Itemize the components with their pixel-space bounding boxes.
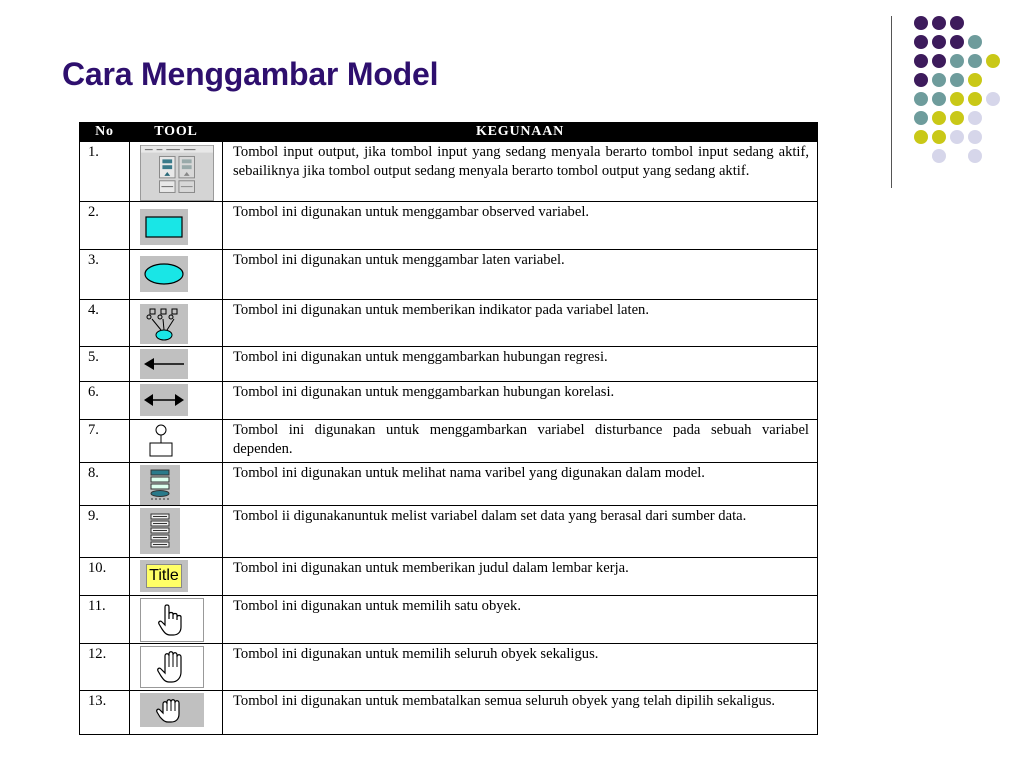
row-number: 3.	[80, 250, 130, 300]
header-no: No	[80, 123, 130, 142]
ellipse-icon[interactable]	[140, 256, 188, 292]
arrow-left-icon[interactable]	[140, 349, 188, 379]
row-number: 6.	[80, 382, 130, 420]
rectangle-icon[interactable]	[140, 209, 188, 245]
dot	[968, 149, 982, 163]
row-description: Tombol ini digunakan untuk menggambar observed variabel.	[223, 202, 818, 250]
table-header-row	[80, 123, 818, 142]
table-row	[80, 691, 818, 735]
table-row	[80, 382, 818, 420]
header-kegunaan: KEGUNAAN	[223, 123, 818, 142]
row-description: Tombol ini digunakan untuk menggambarkan variabel disturbance pada sebuah variabel dependen.	[223, 420, 818, 463]
tool-cell	[130, 382, 223, 420]
table-row	[80, 347, 818, 382]
row-number: 9.	[80, 506, 130, 558]
tool-cell	[130, 644, 223, 691]
dot	[950, 92, 964, 106]
input-output-toolbar-icon[interactable]	[140, 145, 214, 201]
indicator-icon[interactable]	[140, 304, 188, 344]
tool-cell	[130, 347, 223, 382]
dot	[932, 92, 946, 106]
header-tool: TOOL	[130, 123, 223, 142]
divider-line	[891, 16, 892, 188]
row-number: 5.	[80, 347, 130, 382]
row-description: Tombol ini digunakan untuk melihat nama varibel yang digunakan dalam model.	[223, 463, 818, 506]
dot	[950, 111, 964, 125]
row-number: 1.	[80, 142, 130, 202]
tool-cell	[130, 463, 223, 506]
tool-cell	[130, 506, 223, 558]
table-row	[80, 300, 818, 347]
dot	[914, 54, 928, 68]
variable-names-icon[interactable]	[140, 465, 180, 505]
hand-cancel-icon[interactable]	[140, 693, 204, 727]
row-number: 13.	[80, 691, 130, 735]
table-row	[80, 142, 818, 202]
tool-cell	[130, 142, 223, 202]
hand-open-icon[interactable]	[140, 646, 204, 688]
dot	[968, 54, 982, 68]
dot	[968, 73, 982, 87]
table-row	[80, 506, 818, 558]
dot	[950, 130, 964, 144]
row-number: 8.	[80, 463, 130, 506]
dot	[968, 111, 982, 125]
row-description: Tombol ini digunakan untuk menggambar laten variabel.	[223, 250, 818, 300]
hand-pointer-icon[interactable]	[140, 598, 204, 642]
row-description: Tombol ini digunakan untuk memberikan judul dalam lembar kerja.	[223, 558, 818, 596]
dot	[968, 92, 982, 106]
tool-cell	[130, 300, 223, 347]
table-row	[80, 463, 818, 506]
dot	[914, 35, 928, 49]
tool-cell	[130, 596, 223, 644]
dot	[950, 16, 964, 30]
row-number: 10.	[80, 558, 130, 596]
table-row	[80, 202, 818, 250]
row-description: Tombol ini digunakan untuk membatalkan semua seluruh obyek yang telah dipilih sekaligus.	[223, 691, 818, 735]
slide-title: Cara Menggambar Model	[62, 56, 439, 92]
dot	[914, 111, 928, 125]
table-row	[80, 644, 818, 691]
dot	[914, 73, 928, 87]
tool-table	[79, 122, 818, 735]
disturbance-icon	[140, 422, 188, 460]
row-description: Tombol ini digunakan untuk menggambarkan hubungan korelasi.	[223, 382, 818, 420]
row-number: 12.	[80, 644, 130, 691]
row-number: 7.	[80, 420, 130, 463]
table-row	[80, 558, 818, 596]
dot	[932, 111, 946, 125]
row-description: Tombol ini digunakan untuk memilih seluruh obyek sekaligus.	[223, 644, 818, 691]
dot	[932, 130, 946, 144]
dot	[968, 130, 982, 144]
tool-cell	[130, 202, 223, 250]
dot	[986, 54, 1000, 68]
table-row	[80, 596, 818, 644]
dot	[932, 54, 946, 68]
row-number: 4.	[80, 300, 130, 347]
tool-cell	[130, 250, 223, 300]
table-row	[80, 420, 818, 463]
dot	[932, 73, 946, 87]
row-description: Tombol ii digunakanuntuk melist variabel dalam set data yang berasal dari sumber data.	[223, 506, 818, 558]
row-description: Tombol input output, jika tombol input yang sedang menyala berarto tombol input sedang aktif, sebailiknya jika tombol output sedang menyala berarto tombol output yang sedang aktif.	[223, 142, 818, 202]
title-icon-label: Title	[146, 564, 182, 588]
dot	[950, 54, 964, 68]
tool-cell	[130, 691, 223, 735]
dot	[950, 35, 964, 49]
dot	[914, 16, 928, 30]
dot	[986, 92, 1000, 106]
row-description: Tombol ini digunakan untuk memilih satu obyek.	[223, 596, 818, 644]
tool-cell	[130, 420, 223, 463]
dot	[968, 35, 982, 49]
row-description: Tombol ini digunakan untuk memberikan indikator pada variabel laten.	[223, 300, 818, 347]
dot	[932, 35, 946, 49]
row-description: Tombol ini digunakan untuk menggambarkan hubungan regresi.	[223, 347, 818, 382]
tool-cell	[130, 558, 223, 596]
table-row	[80, 250, 818, 300]
dot	[932, 149, 946, 163]
arrow-both-icon[interactable]	[140, 384, 188, 416]
title-icon[interactable]	[140, 560, 188, 592]
dot	[914, 92, 928, 106]
dot	[932, 16, 946, 30]
row-number: 2.	[80, 202, 130, 250]
dot	[950, 73, 964, 87]
dot	[914, 130, 928, 144]
dataset-list-icon[interactable]	[140, 508, 180, 554]
row-number: 11.	[80, 596, 130, 644]
